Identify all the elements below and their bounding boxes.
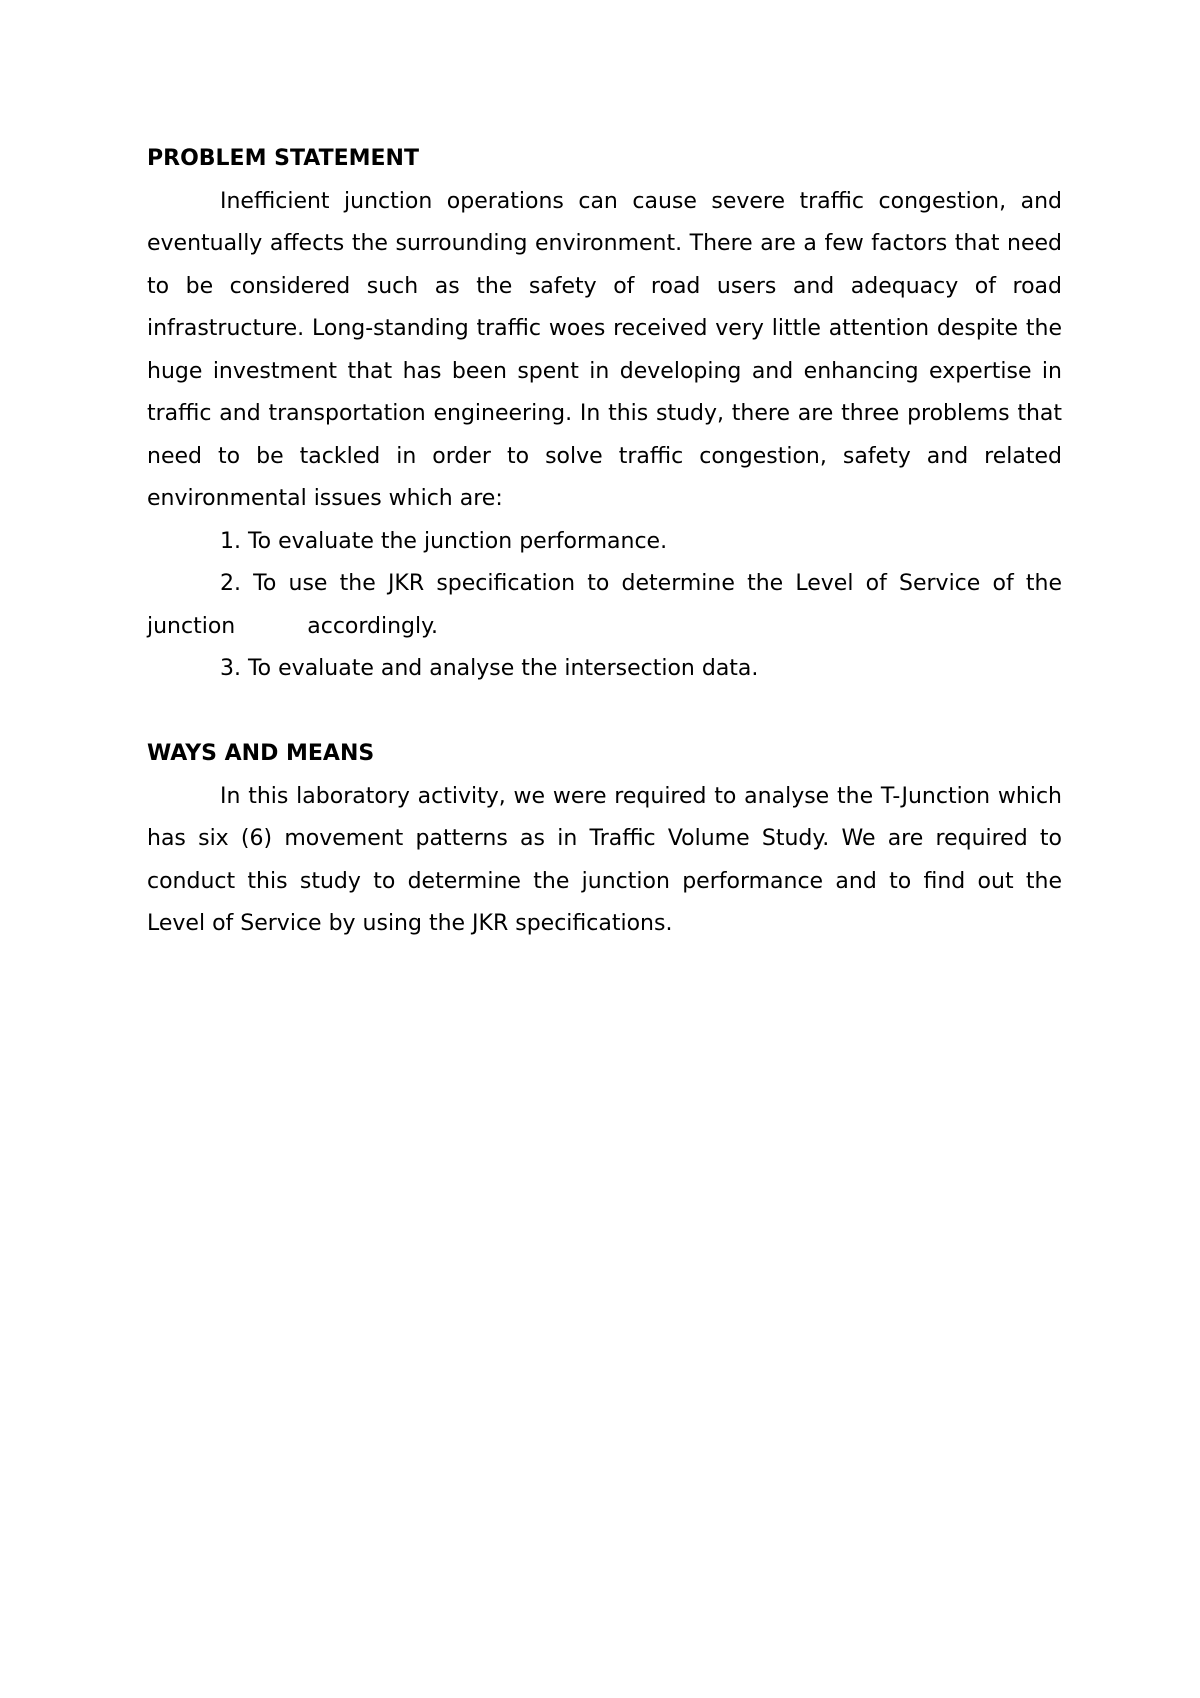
- section-spacer: [147, 691, 1062, 734]
- problem-statement-section: [147, 138, 1062, 691]
- problem-statement-paragraph: Inefficient junction operations can cause severe traffic congestion, and eventually affects the surrounding environment. There are a few factors that need to be considered such as the safety of road users and adequacy of road infrastructure. Long-standing traffic woes received very little attention despite the huge investment that has been spent in developing and enhancing expertise in traffic and transportation engineering. In this study, there are three problems that need to be tackled in order to solve traffic congestion, safety and related environmental issues which are:: [147, 188, 1062, 511]
- document-body: [147, 138, 1062, 946]
- list-item-2-continuation: accordingly.: [307, 613, 439, 639]
- list-item-1: 1. To evaluate the junction performance.: [220, 528, 668, 554]
- list-item-3: 3. To evaluate and analyse the intersection data.: [220, 656, 759, 681]
- list-item-2-text: 2. To use the JKR specification to determine the Level of Service of the junction: [147, 571, 1062, 639]
- problem-statement-heading: PROBLEM STATEMENT: [147, 146, 419, 171]
- ways-and-means-paragraph: In this laboratory activity, we were required to analyse the T-Junction which has six (6) movement patterns as in Traffic Volume Study. We are required to conduct this study to determine the junction performance and to find out the Level of Service by using the JKR specifications.: [147, 783, 1062, 936]
- list-item-2: [147, 563, 1062, 648]
- ways-and-means-heading: WAYS AND MEANS: [147, 741, 375, 766]
- ways-and-means-section: [147, 733, 1062, 946]
